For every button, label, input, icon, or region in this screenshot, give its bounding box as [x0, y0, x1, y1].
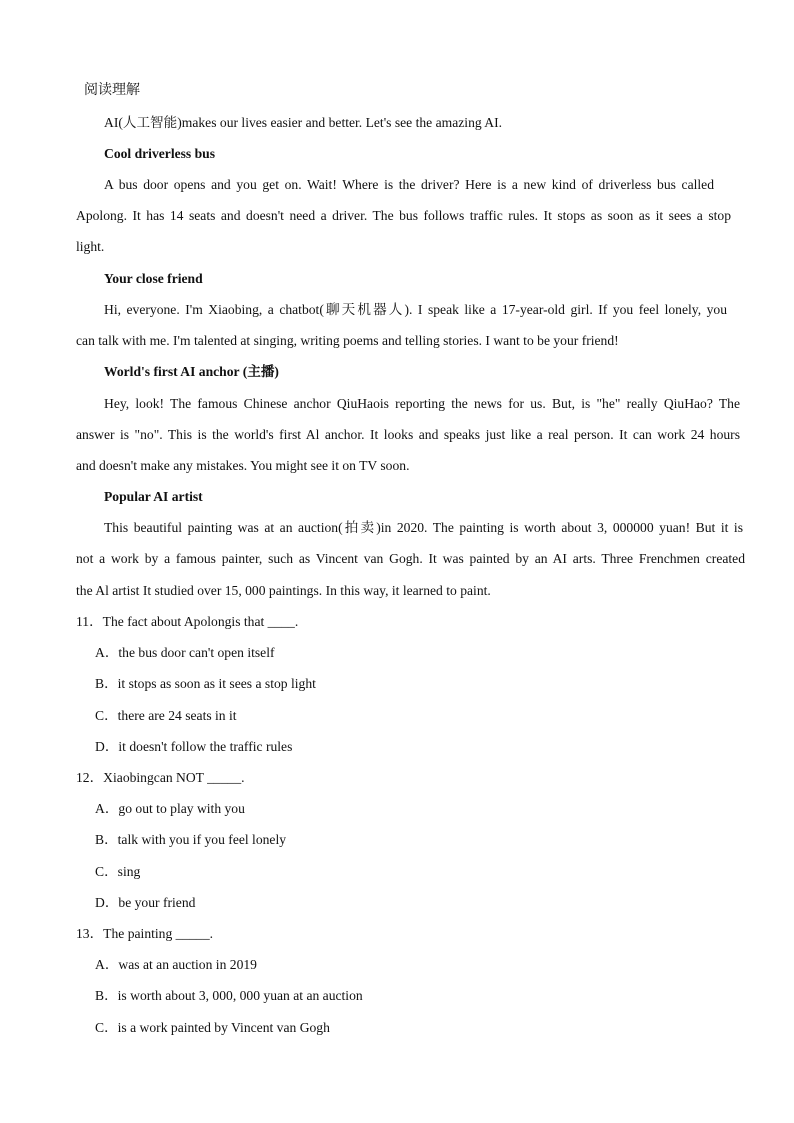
question-stem: 12．Xiaobingcan NOT _____.	[76, 770, 245, 785]
passage-line: A bus door opens and you get on. Wait! Where is the driver? Here is a new kind of driverless bus called	[104, 177, 714, 192]
question-option: D．be your friend	[95, 895, 196, 910]
passage-line: Hey, look! The famous Chinese anchor QiuHaois reporting the news for us. But, is "he" really QiuHao? The	[104, 396, 740, 411]
question-option: C．is a work painted by Vincent van Gogh	[95, 1020, 330, 1035]
question-option: A．was at an auction in 2019	[95, 957, 257, 972]
passage-line: and doesn't make any mistakes. You might see it on TV soon.	[76, 458, 410, 473]
passage-heading: Popular AI artist	[104, 489, 203, 504]
intro-text: AI(人工智能)makes our lives easier and better. Let's see the amazing AI.	[104, 115, 503, 130]
question-option: B．it stops as soon as it sees a stop light	[95, 676, 316, 691]
passage-line: can talk with me. I'm talented at singing, writing poems and telling stories. I want to be your friend!	[76, 333, 619, 348]
question-option: C．sing	[95, 864, 141, 879]
passage-line: Hi, everyone. I'm Xiaobing, a chatbot(聊天机器人). I speak like a 17-year-old girl. If you feel lonely, you	[104, 302, 727, 317]
passage-heading: World's first AI anchor (主播)	[104, 364, 279, 379]
question-option: D．it doesn't follow the traffic rules	[95, 739, 293, 754]
question-option: C．there are 24 seats in it	[95, 708, 237, 723]
question-stem: 11．The fact about Apolongis that ____.	[76, 614, 299, 629]
passage-heading: Cool driverless bus	[104, 146, 216, 161]
section-title: 阅读理解	[84, 83, 140, 98]
passage-heading: Your close friend	[104, 271, 203, 286]
question-stem: 13．The painting _____.	[76, 926, 214, 941]
passage-line: answer is "no". This is the world's first Al anchor. It looks and speaks just like a real person. It can work 24 hours	[76, 427, 740, 442]
passage-line: the Al artist It studied over 15, 000 paintings. In this way, it learned to paint.	[76, 583, 491, 598]
question-option: A．the bus door can't open itself	[95, 645, 275, 660]
question-option: B．talk with you if you feel lonely	[95, 832, 287, 847]
passage-line: not a work by a famous painter, such as Vincent van Gogh. It was painted by an AI arts. Three Frenchmen created	[76, 551, 745, 566]
passage-line: light.	[76, 239, 105, 254]
question-option: B．is worth about 3, 000, 000 yuan at an auction	[95, 988, 363, 1003]
passage-line: Apolong. It has 14 seats and doesn't need a driver. The bus follows traffic rules. It stops as soon as it sees a stop	[76, 208, 731, 223]
passage-line: This beautiful painting was at an auction(拍卖)in 2020. The painting is worth about 3, 000000 yuan! But it is	[104, 520, 743, 535]
question-option: A．go out to play with you	[95, 801, 245, 816]
